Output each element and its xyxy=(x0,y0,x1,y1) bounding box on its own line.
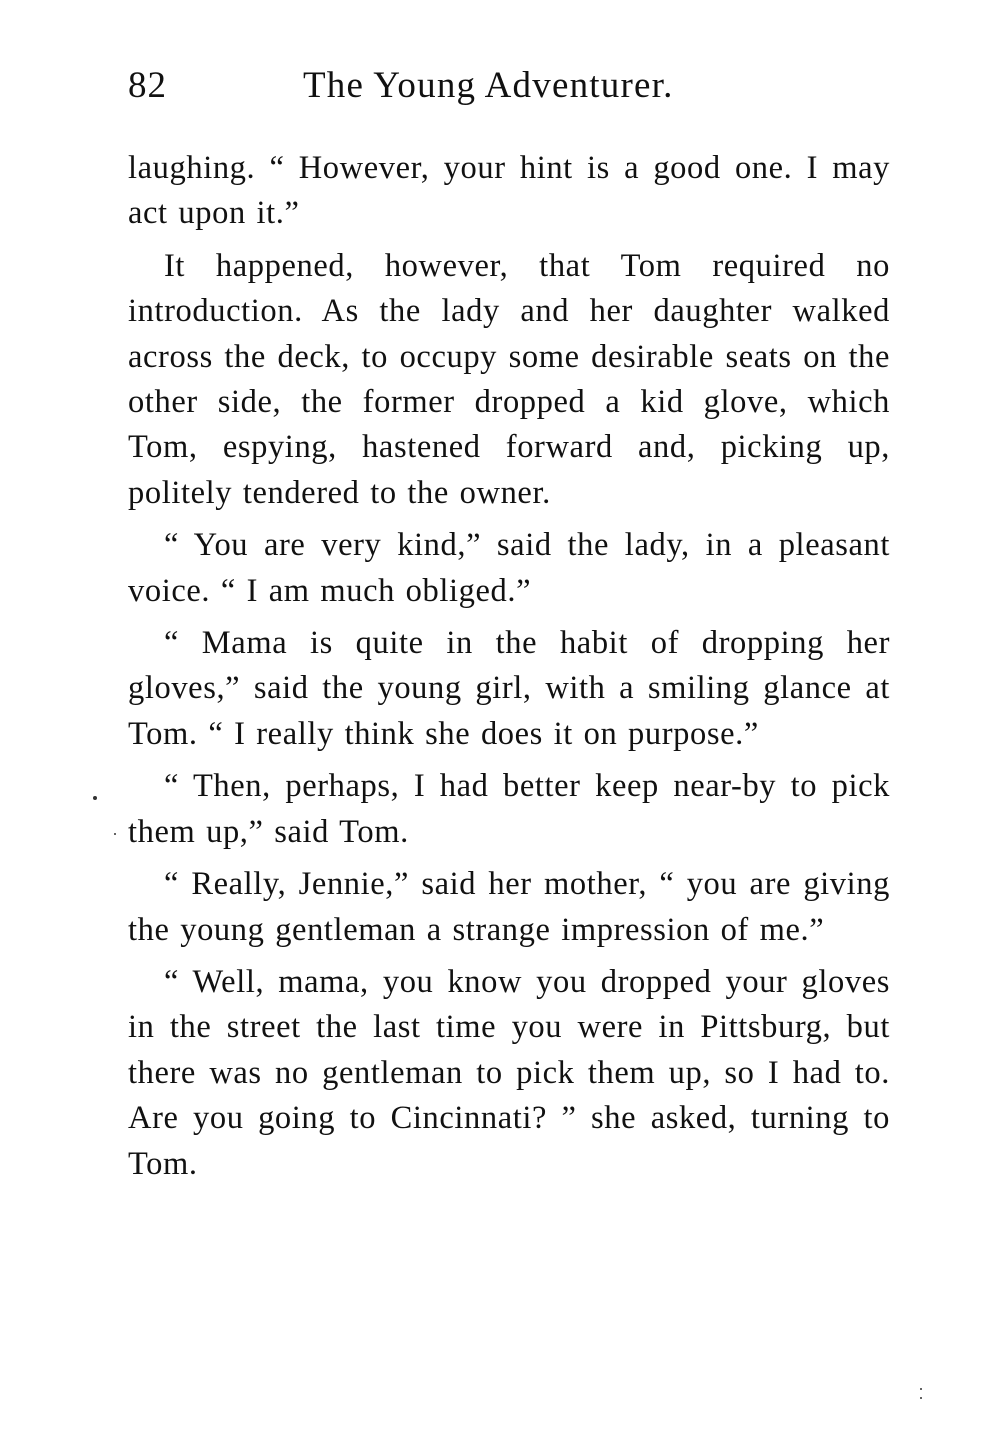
paragraph: “ Well, mama, you know you dropped your gloves in the street the last time you were in Pittsburg, but there was no gentleman to pick them up, so I had to. Are you going to Cincinnati? ” she asked, turning to Tom. xyxy=(128,963,890,1182)
scan-speck xyxy=(114,833,116,835)
scan-speck xyxy=(920,1388,922,1390)
paragraph: It happened, however, that Tom required no introduction. As the lady and her daughter walked across the deck, to occupy some desirable seats on the other side, the former dropped a kid glove, which Tom, espying, hastened forward and, picking up, politely tendered to the owner. xyxy=(128,247,890,511)
body-text xyxy=(128,146,890,1187)
scan-speck xyxy=(93,796,97,800)
running-title: The Young Adventurer. xyxy=(303,65,674,106)
paragraph: “ Mama is quite in the habit of dropping her gloves,” said the young girl, with a smiling glance at Tom. “ I really think she does it on purpose.” xyxy=(128,625,890,752)
page-header xyxy=(128,64,890,124)
paragraph-continuation: laughing. “ However, your hint is a good one. I may act upon it.” xyxy=(128,150,890,232)
paragraph: “ Then, perhaps, I had better keep near-by to pick them up,” said Tom. xyxy=(128,768,890,850)
paragraph: “ Really, Jennie,” said her mother, “ you are giving the young gentleman a strange impression of me.” xyxy=(128,866,890,948)
paragraph: “ You are very kind,” said the lady, in a pleasant voice. “ I am much obliged.” xyxy=(128,527,890,609)
scan-speck xyxy=(920,1397,922,1399)
page-number: 82 xyxy=(128,65,167,106)
